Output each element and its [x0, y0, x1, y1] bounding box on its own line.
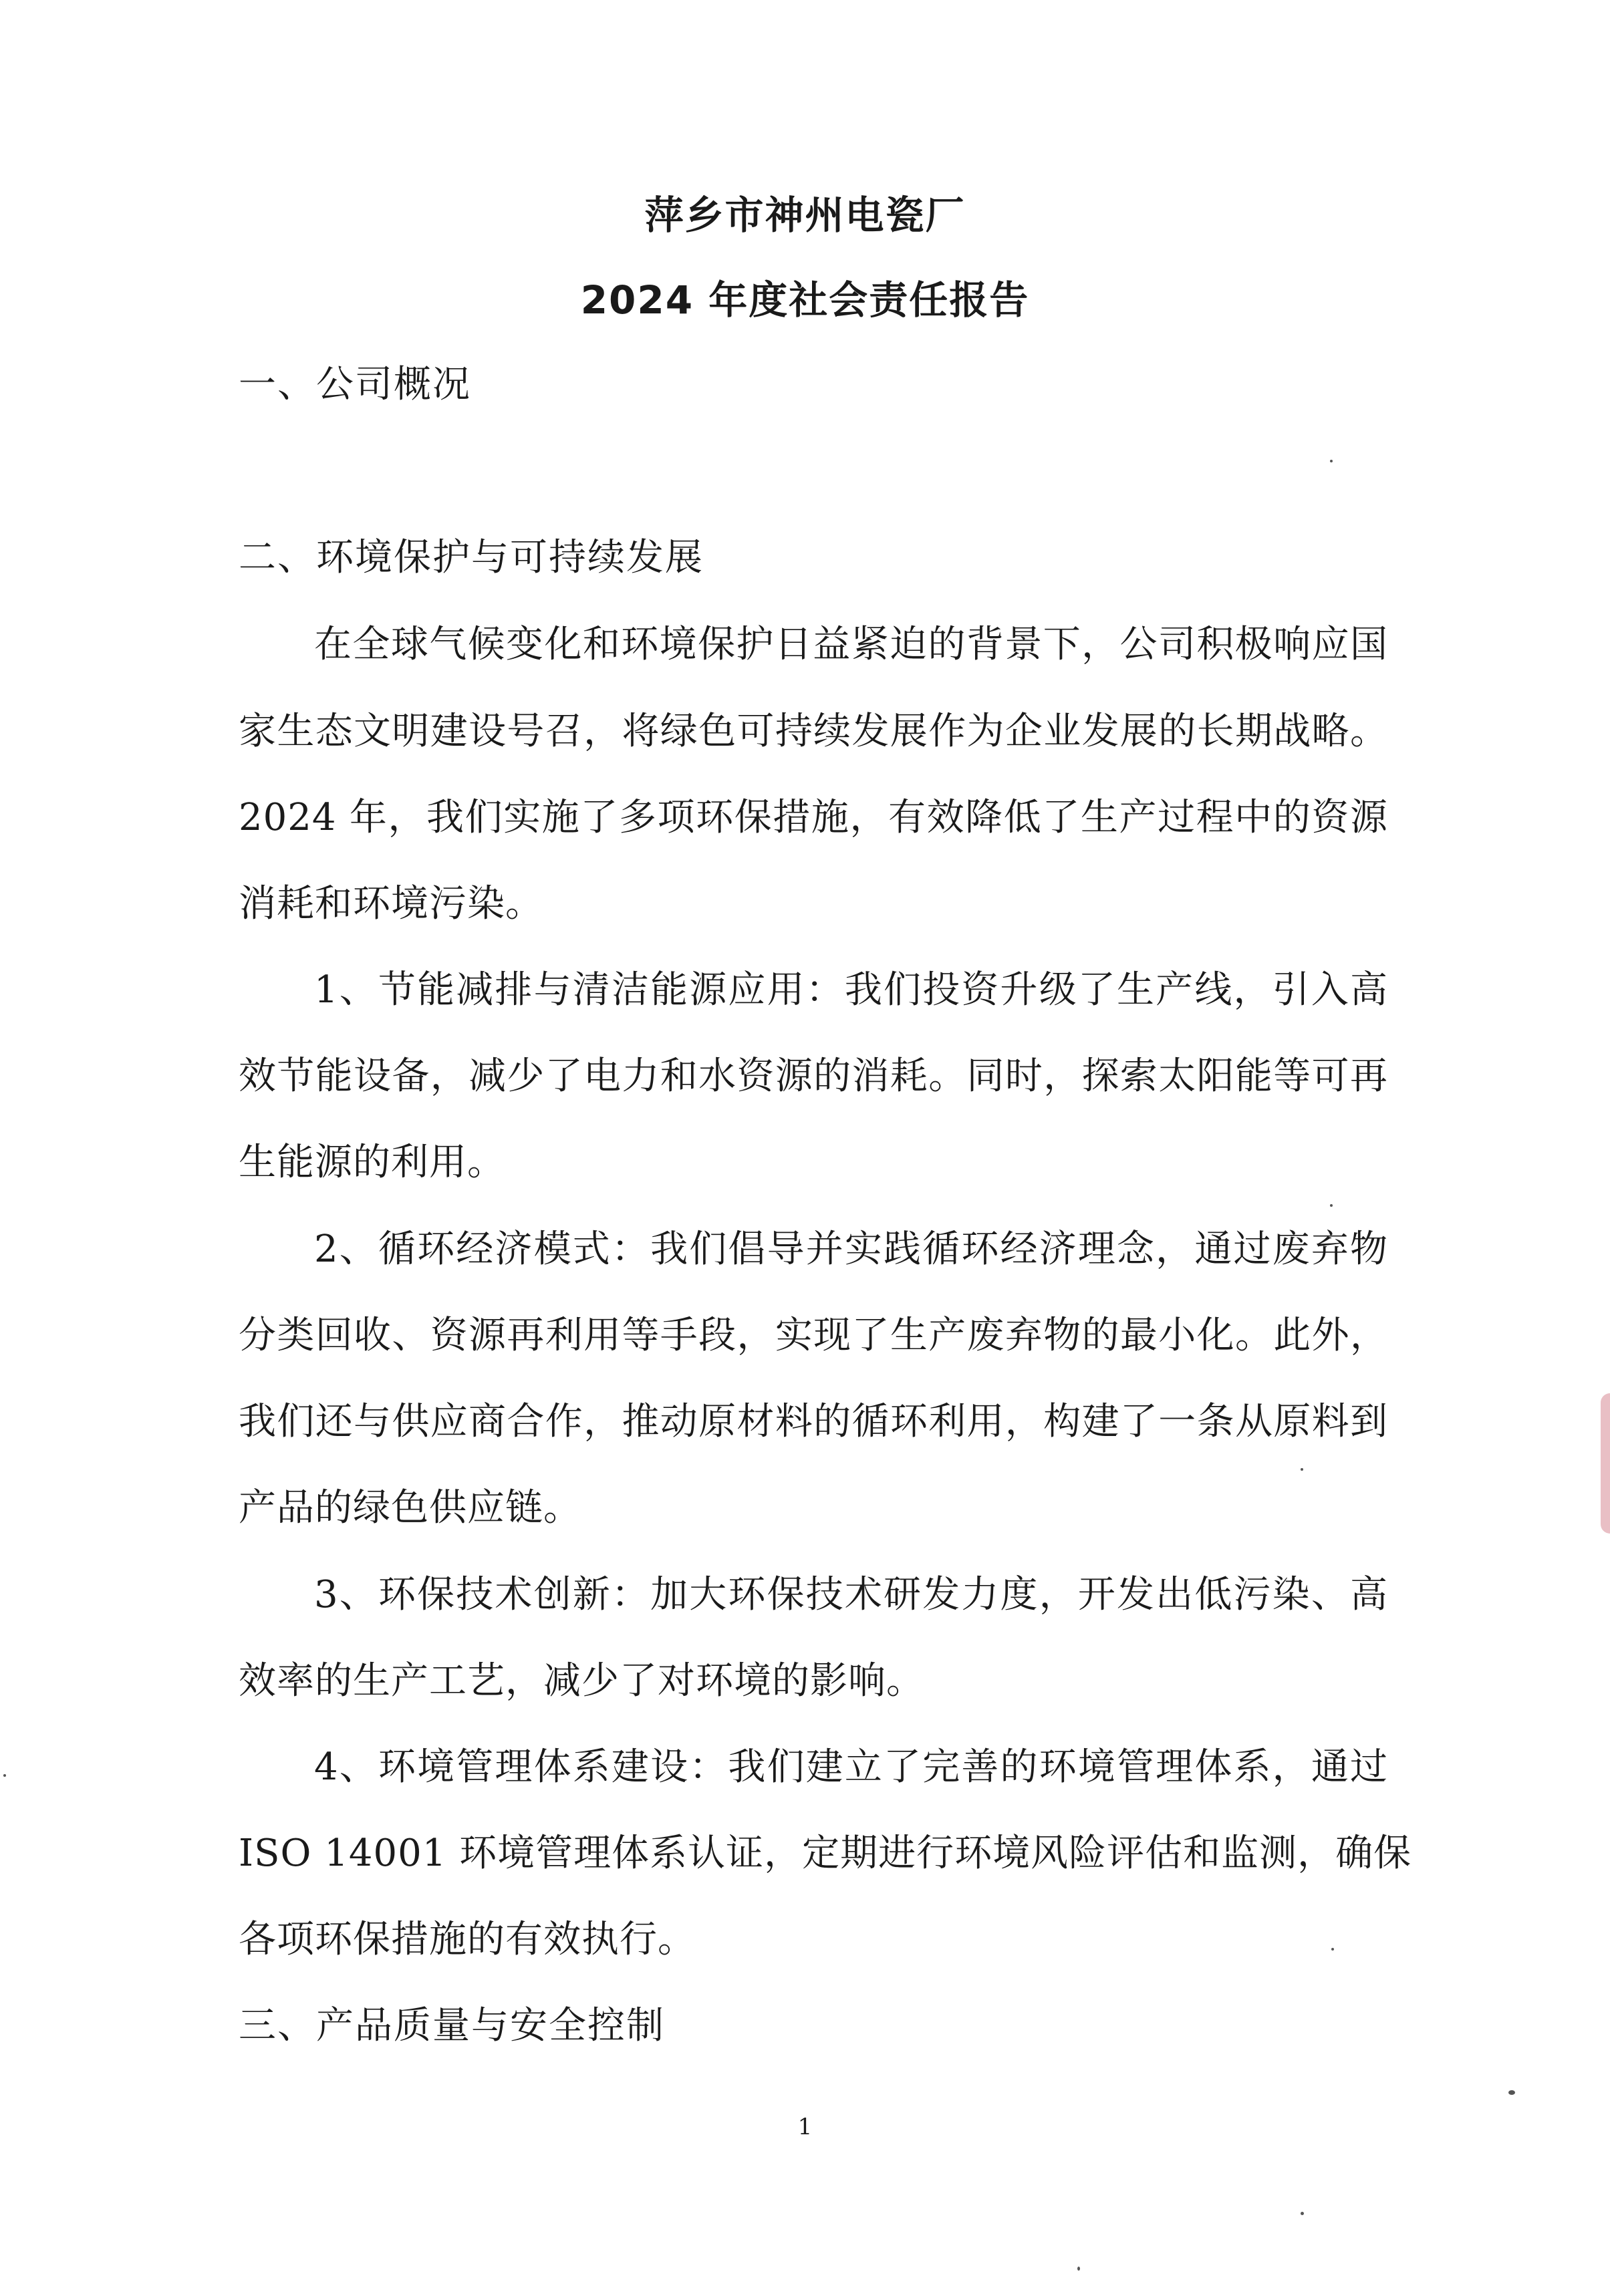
scan-speck — [3, 1774, 6, 1777]
red-stamp-edge — [1601, 1393, 1610, 1534]
scan-speck — [1331, 1948, 1334, 1951]
scan-speck — [1077, 2267, 1080, 2271]
paragraph-line: 产品的绿色供应链。 — [239, 1486, 581, 1530]
scan-speck — [1330, 1204, 1333, 1207]
paragraph-line: 在全球气候变化和环境保护日益紧迫的背景下，公司积极响应国 — [314, 623, 1388, 666]
paragraph-line: 3、环保技术创新：加大环保技术研发力度，开发出低污染、高 — [314, 1573, 1388, 1616]
paragraph-line: ISO 14001 环境管理体系认证，定期进行环境风险评估和监测，确保 — [239, 1832, 1412, 1875]
paragraph-line: 各项环保措施的有效执行。 — [239, 1918, 696, 1961]
paragraph-line: 我们还与供应商合作，推动原材料的循环利用，构建了一条从原料到 — [239, 1400, 1388, 1443]
paragraph-line: 生能源的利用。 — [239, 1141, 505, 1184]
paragraph-line: 家生态文明建设号召，将绿色可持续发展作为企业发展的长期战略。 — [239, 710, 1388, 753]
section-heading-quality: 三、产品质量与安全控制 — [239, 2004, 665, 2047]
paragraph-line: 2024 年，我们实施了多项环保措施，有效降低了生产过程中的资源 — [239, 796, 1388, 839]
section-heading-overview: 一、公司概况 — [239, 363, 471, 406]
scan-speck — [1508, 2090, 1515, 2095]
paragraph-line: 4、环境管理体系建设：我们建立了完善的环境管理体系，通过 — [314, 1745, 1388, 1789]
company-name: 萍乡市神州电瓷厂 — [644, 192, 966, 238]
report-title: 2024 年度社会责任报告 — [580, 277, 1030, 323]
page-number: 1 — [797, 2114, 813, 2140]
paragraph-line: 1、节能减排与清洁能源应用：我们投资升级了生产线，引入高 — [314, 968, 1388, 1012]
paragraph-line: 消耗和环境污染。 — [239, 882, 543, 925]
paragraph-line: 2、循环经济模式：我们倡导并实践循环经济理念，通过废弃物 — [314, 1228, 1388, 1271]
paragraph-line: 效率的生产工艺，减少了对环境的影响。 — [239, 1659, 924, 1703]
paragraph-line: 效节能设备，减少了电力和水资源的消耗。同时，探索太阳能等可再 — [239, 1054, 1388, 1098]
scan-speck — [1301, 1468, 1303, 1471]
scan-speck — [1301, 2212, 1304, 2215]
scan-speck — [1330, 460, 1333, 462]
paragraph-line: 分类回收、资源再利用等手段，实现了生产废弃物的最小化。此外， — [239, 1314, 1388, 1357]
section-heading-environment: 二、环境保护与可持续发展 — [239, 536, 704, 579]
